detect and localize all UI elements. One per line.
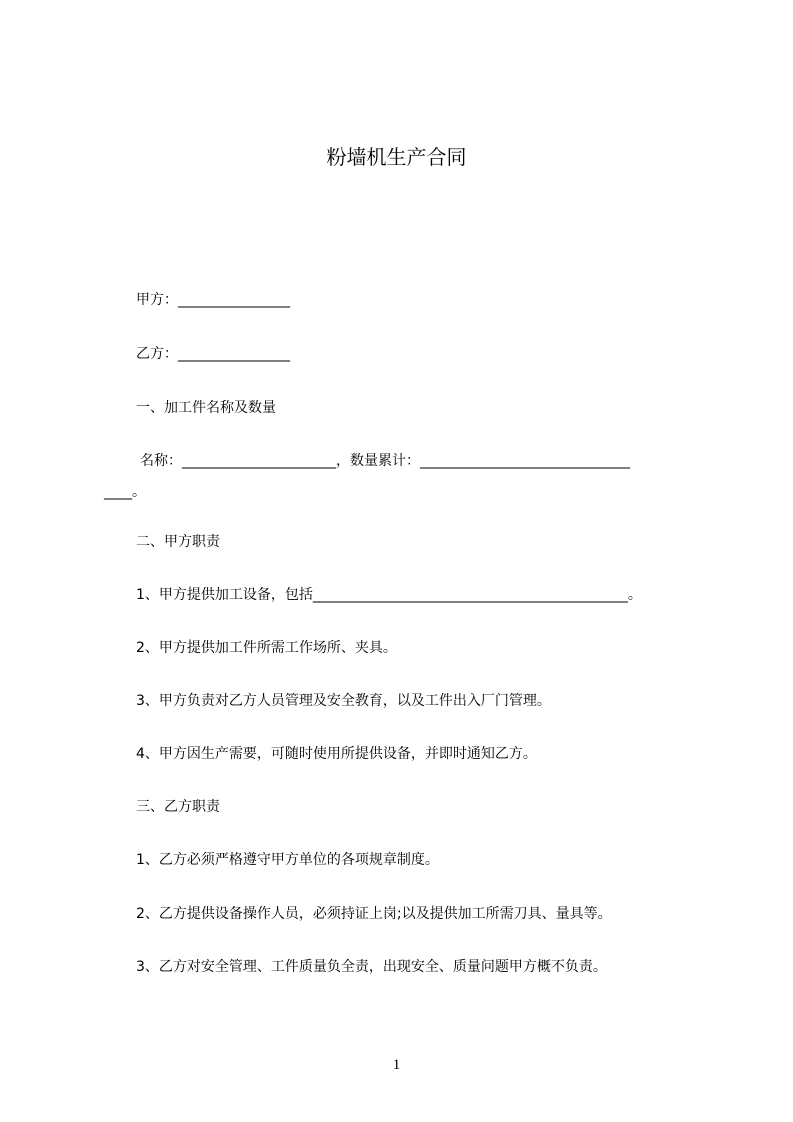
party-a-duty-2: 2、甲方提供加工件所需工作场所、夹具。 bbox=[136, 640, 397, 656]
party-a-field: 甲方：________________ bbox=[136, 292, 290, 308]
party-b-duty-3: 3、乙方对安全管理、工件质量负全责，出现安全、质量问题甲方概不负责。 bbox=[136, 959, 607, 975]
section-1-heading: 一、加工件名称及数量 bbox=[136, 400, 276, 416]
page-number: 1 bbox=[392, 1057, 401, 1073]
party-b-field: 乙方：________________ bbox=[136, 346, 290, 362]
document-title: 粉墙机生产合同 bbox=[326, 145, 467, 169]
party-a-duty-3: 3、甲方负责对乙方人员管理及安全教育，以及工件出入厂门管理。 bbox=[136, 693, 551, 709]
party-a-duty-4: 4、甲方因生产需要，可随时使用所提供设备，并即时通知乙方。 bbox=[136, 746, 537, 762]
item-quantity-continuation: ____。 bbox=[104, 484, 146, 500]
section-2-heading: 二、甲方职责 bbox=[136, 534, 220, 550]
item-name-quantity-line: 名称：______________________，数量累计：______________________________ bbox=[140, 453, 630, 469]
party-a-duty-1: 1、甲方提供加工设备，包括_____________________________________________。 bbox=[136, 587, 642, 603]
section-3-heading: 三、乙方职责 bbox=[136, 799, 220, 815]
party-b-duty-1: 1、乙方必须严格遵守甲方单位的各项规章制度。 bbox=[136, 852, 439, 868]
party-b-duty-2: 2、乙方提供设备操作人员，必须持证上岗;以及提供加工所需刀具、量具等。 bbox=[136, 906, 612, 922]
